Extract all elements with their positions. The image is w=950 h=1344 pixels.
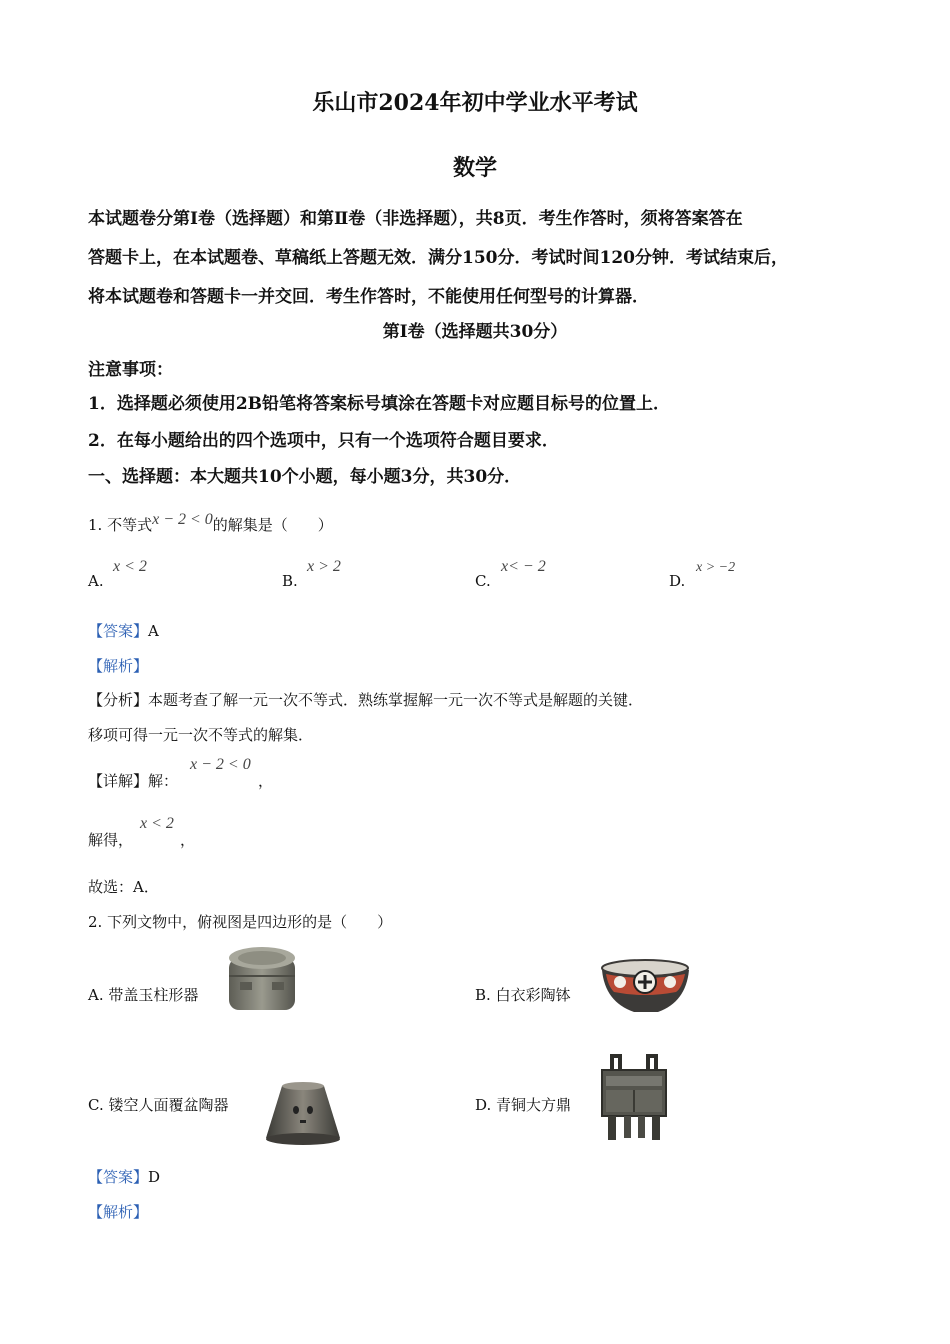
section-heading: 一、选择题：本大题共10个小题，每小题3分，共30分． — [88, 467, 522, 487]
q1-detail-expr: x − 2 < 0 — [190, 756, 251, 773]
q1-stem-prefix: 1. 不等式 — [88, 516, 153, 534]
q1-option-c-math: x< − 2 — [501, 558, 546, 575]
q1-analysis-text: 本题考查了解一元一次不等式．熟练掌握解一元一次不等式是解题的关键． — [148, 691, 644, 709]
q1-solve-prefix: 解得， — [88, 831, 134, 849]
q1-solve-comma: ， — [180, 831, 196, 849]
q1-analysis-label: 【分析】 — [88, 691, 149, 709]
q1-detail-line — [88, 770, 178, 791]
q1-analysis-line-2: 移项可得一元一次不等式的解集． — [88, 726, 314, 744]
q1-option-b-label: B. — [282, 572, 298, 590]
face-pottery-image — [262, 1080, 344, 1146]
q2-option-a-label: A. — [88, 986, 104, 1004]
q1-option-c-label: C. — [475, 572, 491, 590]
q2-answer-line — [88, 1166, 160, 1187]
q1-option-a-label: A. — [88, 572, 104, 590]
painted-pottery-bowl-image — [598, 952, 693, 1016]
q1-answer-value: A — [148, 622, 159, 640]
q1-stem — [88, 511, 333, 535]
q1-option-b-math: x > 2 — [307, 558, 341, 575]
part1-heading: 第Ⅰ卷（选择题共30分） — [382, 322, 568, 342]
q2-option-c-text: 镂空人面覆盆陶器 — [108, 1096, 229, 1114]
q1-analysis-line — [88, 689, 643, 710]
exam-title: 乐山市2024年初中学业水平考试 — [312, 90, 638, 116]
q1-answer-tag: 【答案】 — [88, 622, 149, 640]
q2-option-d — [475, 1094, 571, 1115]
q1-answer-line — [88, 620, 159, 641]
q2-option-d-text: 青铜大方鼎 — [496, 1096, 572, 1114]
q1-option-d-label: D. — [669, 572, 686, 590]
q2-option-b-text: 白衣彩陶钵 — [495, 986, 571, 1004]
q1-stem-expr: x − 2 < 0 — [152, 511, 213, 528]
q1-detail-label: 【详解】 — [88, 772, 149, 790]
jade-cylinder-image — [226, 944, 298, 1014]
q1-option-a-math: x < 2 — [113, 558, 147, 575]
q2-option-b — [475, 984, 571, 1005]
q2-option-a-text: 带盖玉柱形器 — [108, 986, 199, 1004]
q1-analysis-tag: 【解析】 — [88, 657, 149, 675]
q2-stem: 2. 下列文物中，俯视图是四边形的是（ ） — [88, 913, 393, 931]
subject-title: 数学 — [452, 155, 497, 181]
q1-solve-expr: x < 2 — [140, 815, 174, 832]
q1-detail-comma: ， — [258, 772, 274, 790]
q2-option-b-label: B. — [475, 986, 491, 1004]
q2-option-d-label: D. — [475, 1096, 492, 1114]
intro-line-3: 将本试题卷和答题卡一并交回．考生作答时，不能使用任何型号的计算器． — [88, 287, 649, 307]
note-2: 2．在每小题给出的四个选项中，只有一个选项符合题目要求． — [88, 431, 559, 451]
q2-analysis-tag: 【解析】 — [88, 1203, 149, 1221]
q2-option-c — [88, 1094, 229, 1115]
q1-detail-prefix: 解： — [148, 772, 179, 790]
q2-answer-tag: 【答案】 — [88, 1168, 149, 1186]
q1-stem-suffix: 的解集是（ ） — [212, 516, 333, 534]
q1-option-d-math: x > −2 — [696, 560, 736, 575]
q2-option-a — [88, 984, 198, 1005]
q2-answer-value: D — [148, 1168, 161, 1186]
intro-line-2: 答题卡上，在本试题卷、草稿纸上答题无效．满分150分．考试时间120分钟．考试结束后， — [88, 248, 788, 268]
note-1: 1．选择题必须使用2B铅笔将答案标号填涂在答题卡对应题目标号的位置上． — [88, 394, 671, 414]
bronze-ding-image — [598, 1052, 670, 1144]
q1-choose: 故选：A． — [88, 878, 159, 896]
intro-line-1: 本试题卷分第Ⅰ卷（选择题）和第Ⅱ卷（非选择题），共8页．考生作答时，须将答案答在 — [88, 209, 743, 229]
notes-title: 注意事项： — [88, 360, 173, 380]
q2-option-c-label: C. — [88, 1096, 104, 1114]
